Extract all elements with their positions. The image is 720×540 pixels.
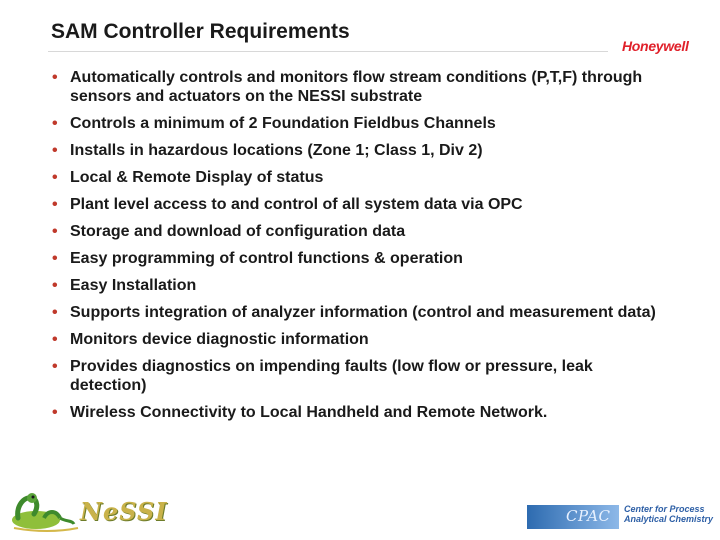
list-item-text: Easy Installation xyxy=(70,277,197,294)
list-item xyxy=(52,195,672,214)
bullet-icon: • xyxy=(52,196,58,213)
list-item xyxy=(52,303,672,322)
bullet-icon: • xyxy=(52,277,58,294)
list-item-text: Plant level access to and control of all system data via OPC xyxy=(70,196,523,213)
list-item-text: Provides diagnostics on impending faults (low flow or pressure, leak detection) xyxy=(70,358,593,394)
list-item-text: Local & Remote Display of status xyxy=(70,169,324,186)
list-item xyxy=(52,276,672,295)
list-item xyxy=(52,68,672,106)
bullet-icon: • xyxy=(52,169,58,186)
requirements-list xyxy=(52,68,672,430)
bullet-icon: • xyxy=(52,331,58,348)
list-item-text: Installs in hazardous locations (Zone 1; Class 1, Div 2) xyxy=(70,142,483,159)
list-item xyxy=(52,357,672,395)
bullet-icon: • xyxy=(52,404,58,421)
bullet-icon: • xyxy=(52,69,58,86)
list-item-text: Storage and download of configuration data xyxy=(70,223,406,240)
list-item xyxy=(52,168,672,187)
bullet-icon: • xyxy=(52,115,58,132)
cpac-caption xyxy=(624,504,720,524)
bullet-icon: • xyxy=(52,250,58,267)
bullet-icon: • xyxy=(52,358,58,375)
list-item xyxy=(52,222,672,241)
list-item-text: Supports integration of analyzer information (control and measurement data) xyxy=(70,304,656,321)
list-item-text: Monitors device diagnostic information xyxy=(70,331,369,348)
list-item xyxy=(52,141,672,160)
list-item xyxy=(52,114,672,133)
list-item xyxy=(52,330,672,349)
title-divider xyxy=(48,51,608,52)
nessi-logo-text: NeSSI xyxy=(80,497,168,526)
list-item-text: Automatically controls and monitors flow stream conditions (P,T,F) through sensors and actuators on the NESSI substrate xyxy=(70,69,643,105)
bullet-icon: • xyxy=(52,223,58,240)
honeywell-logo: Honeywell xyxy=(622,38,689,54)
slide-title: SAM Controller Requirements xyxy=(51,20,350,43)
cpac-logo-text: CPAC xyxy=(566,507,611,525)
list-item-text: Controls a minimum of 2 Foundation Fieldbus Channels xyxy=(70,115,496,132)
cpac-caption-line: Center for Process xyxy=(624,504,705,514)
cpac-caption-line: Analytical Chemistry xyxy=(624,514,714,524)
list-item-text: Wireless Connectivity to Local Handheld and Remote Network. xyxy=(70,404,548,421)
bullet-icon: • xyxy=(52,142,58,159)
bullet-icon: • xyxy=(52,304,58,321)
list-item xyxy=(52,403,672,422)
list-item xyxy=(52,249,672,268)
list-item-text: Easy programming of control functions & operation xyxy=(70,250,463,267)
